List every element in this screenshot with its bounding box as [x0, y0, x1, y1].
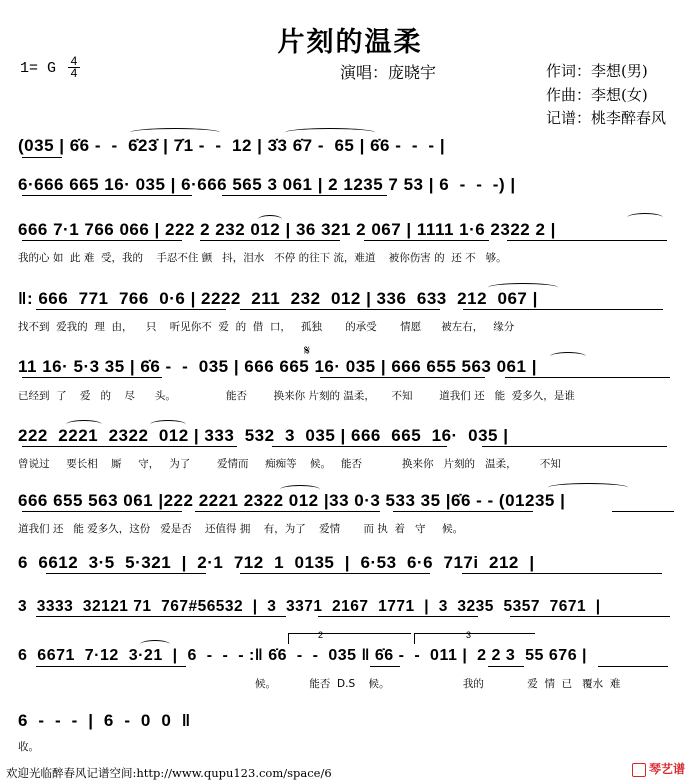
composer-credit: 作曲：李想(女)	[546, 86, 648, 104]
slur-mark	[258, 215, 282, 224]
slur-mark	[280, 485, 320, 494]
lyric-text: 收。	[18, 741, 39, 753]
rhythm-underline	[507, 240, 667, 241]
rhythm-underline	[505, 377, 670, 378]
rhythm-underline	[200, 240, 340, 241]
rhythm-underline	[195, 511, 380, 512]
volta-number: 2	[318, 630, 324, 640]
logo-text: 琴艺谱	[649, 762, 686, 776]
rhythm-underline	[320, 377, 485, 378]
slur-mark	[627, 213, 663, 222]
rhythm-underline	[488, 666, 524, 667]
slur-mark	[548, 483, 628, 492]
rhythm-underline	[240, 309, 440, 310]
staff-notes: ‖: 666 771 766 0·6 | 2222 211 232 012 | 336 633 212 067 |	[18, 289, 538, 308]
staff-notes: 3 3333 32121 71 767#56532 | 3 3371 2167 1771 | 3 3235 5357 7671 |	[18, 598, 601, 615]
lyricist-credit: 作词：李想(男)	[546, 62, 648, 80]
volta-number: 3	[466, 630, 472, 640]
lyric-text: 我的心 如 此 难 受，我的 手忍不住 颤 抖，泪水 不停 的往下 流，难道 被你伤害 的 还 不 够。	[18, 252, 507, 264]
rhythm-underline	[364, 240, 489, 241]
staff-notes: 6 6612 3·5 5·321 | 2·1 712 1 0135 | 6·53 6·6 717i 212 |	[18, 553, 535, 572]
staff-notes: 222 2221 2322 012 | 333 532 3 035 | 666 665 16· 035 |	[18, 426, 509, 445]
staff-notes: 6·666 665 16· 035 | 6·666 565 3 061 | 2 1235 7 53 | 6 - - -) |	[18, 175, 516, 194]
rhythm-underline	[22, 157, 62, 158]
slur-mark	[285, 128, 375, 137]
meter-bottom: 4	[68, 67, 80, 79]
volta-bracket	[414, 633, 535, 644]
staff-notes: 11 16· 5·3 35 | 6̇6 - - 035 | 666 665 16· 035 | 666 655 563 061 |	[18, 357, 537, 376]
rhythm-underline	[370, 666, 400, 667]
slur-mark	[130, 128, 220, 137]
staff-notes: 666 655 563 061 |222 2221 2322 012 |33 0·3 533 35 |6̇6 - - (01235 |	[18, 491, 566, 510]
rhythm-underline	[22, 377, 162, 378]
slur-mark	[488, 283, 558, 292]
rhythm-underline	[318, 616, 478, 617]
transcriber-credit: 记谱：桃李醉春风	[546, 109, 667, 127]
rhythm-underline	[36, 309, 226, 310]
rhythm-underline	[612, 511, 674, 512]
staff-notes: 666 7·1 766 066 | 222 2 232 012 | 36 321 2 067 | 1111 1·6 2322 2 |	[18, 220, 556, 239]
lyric-text: 已经到 了 爱 的 尽 头。 能否 换来你 片刻的 温柔， 不知 道我们 还 能 爱多久，是谁	[18, 390, 575, 402]
rhythm-underline	[22, 446, 237, 447]
site-logo	[632, 760, 685, 777]
lyric-text: 候。 能否 D.S 候。 我的 爱 情 已 覆水 难	[18, 678, 621, 690]
rhythm-underline	[36, 666, 186, 667]
rhythm-underline	[22, 511, 182, 512]
rhythm-underline	[598, 666, 668, 667]
time-signature	[68, 56, 80, 79]
lyric-text: 找不到 爱我的 理 由， 只 听见你不 爱 的 借 口， 孤独 的承受 情愿 被左右， 缘分	[18, 321, 515, 333]
slur-mark	[550, 352, 586, 361]
singer-credit: 演唱：庞晓宇	[340, 63, 437, 82]
rhythm-underline	[510, 616, 670, 617]
key-signature: 1= G	[20, 60, 57, 77]
slur-mark	[66, 420, 102, 429]
rhythm-underline	[482, 446, 667, 447]
rhythm-underline	[36, 616, 286, 617]
slur-mark	[140, 640, 170, 649]
footer-text: 欢迎光临醉春风记谱空间:http://www.qupu123.com/space/6	[6, 766, 332, 780]
song-title: 片刻的温柔	[277, 27, 423, 58]
rhythm-underline	[22, 240, 182, 241]
rhythm-underline	[462, 573, 662, 574]
lyric-text: 曾说过 要长相 厮 守， 为了 爱情而 痴痴等 候。 能否 换来你 片刻的 温柔， 不知	[18, 458, 561, 470]
logo-icon	[632, 763, 646, 777]
meter-top: 4	[70, 54, 78, 68]
rhythm-underline	[272, 446, 447, 447]
rhythm-underline	[222, 195, 387, 196]
staff-notes: (035 | 6̇6 - - 6̇23̇ | 7̇1 - - 12 | 3̇3 6̇7 - 65 | 6̇6 - - - |	[18, 136, 446, 155]
segno-sign: 𝄋	[304, 343, 311, 359]
volta-bracket	[288, 633, 411, 644]
rhythm-underline	[463, 309, 663, 310]
lyric-text: 道我们 还 能 爱多久，这份 爱是否 还值得 拥 有，为了 爱情 而 执 着 守 候。	[18, 523, 464, 535]
slur-mark	[150, 420, 186, 429]
rhythm-underline	[393, 511, 533, 512]
rhythm-underline	[22, 195, 192, 196]
staff-notes: 6 6671 7·12 3·21 | 6 - - - :‖ 6̇6 - - 035 ‖ 6̇6 - - 011 | 2 2 3 55 676 |	[18, 647, 588, 664]
rhythm-underline	[240, 573, 430, 574]
rhythm-underline	[46, 573, 206, 574]
staff-notes: 6 - - - | 6 - 0 0 ‖	[18, 711, 191, 730]
